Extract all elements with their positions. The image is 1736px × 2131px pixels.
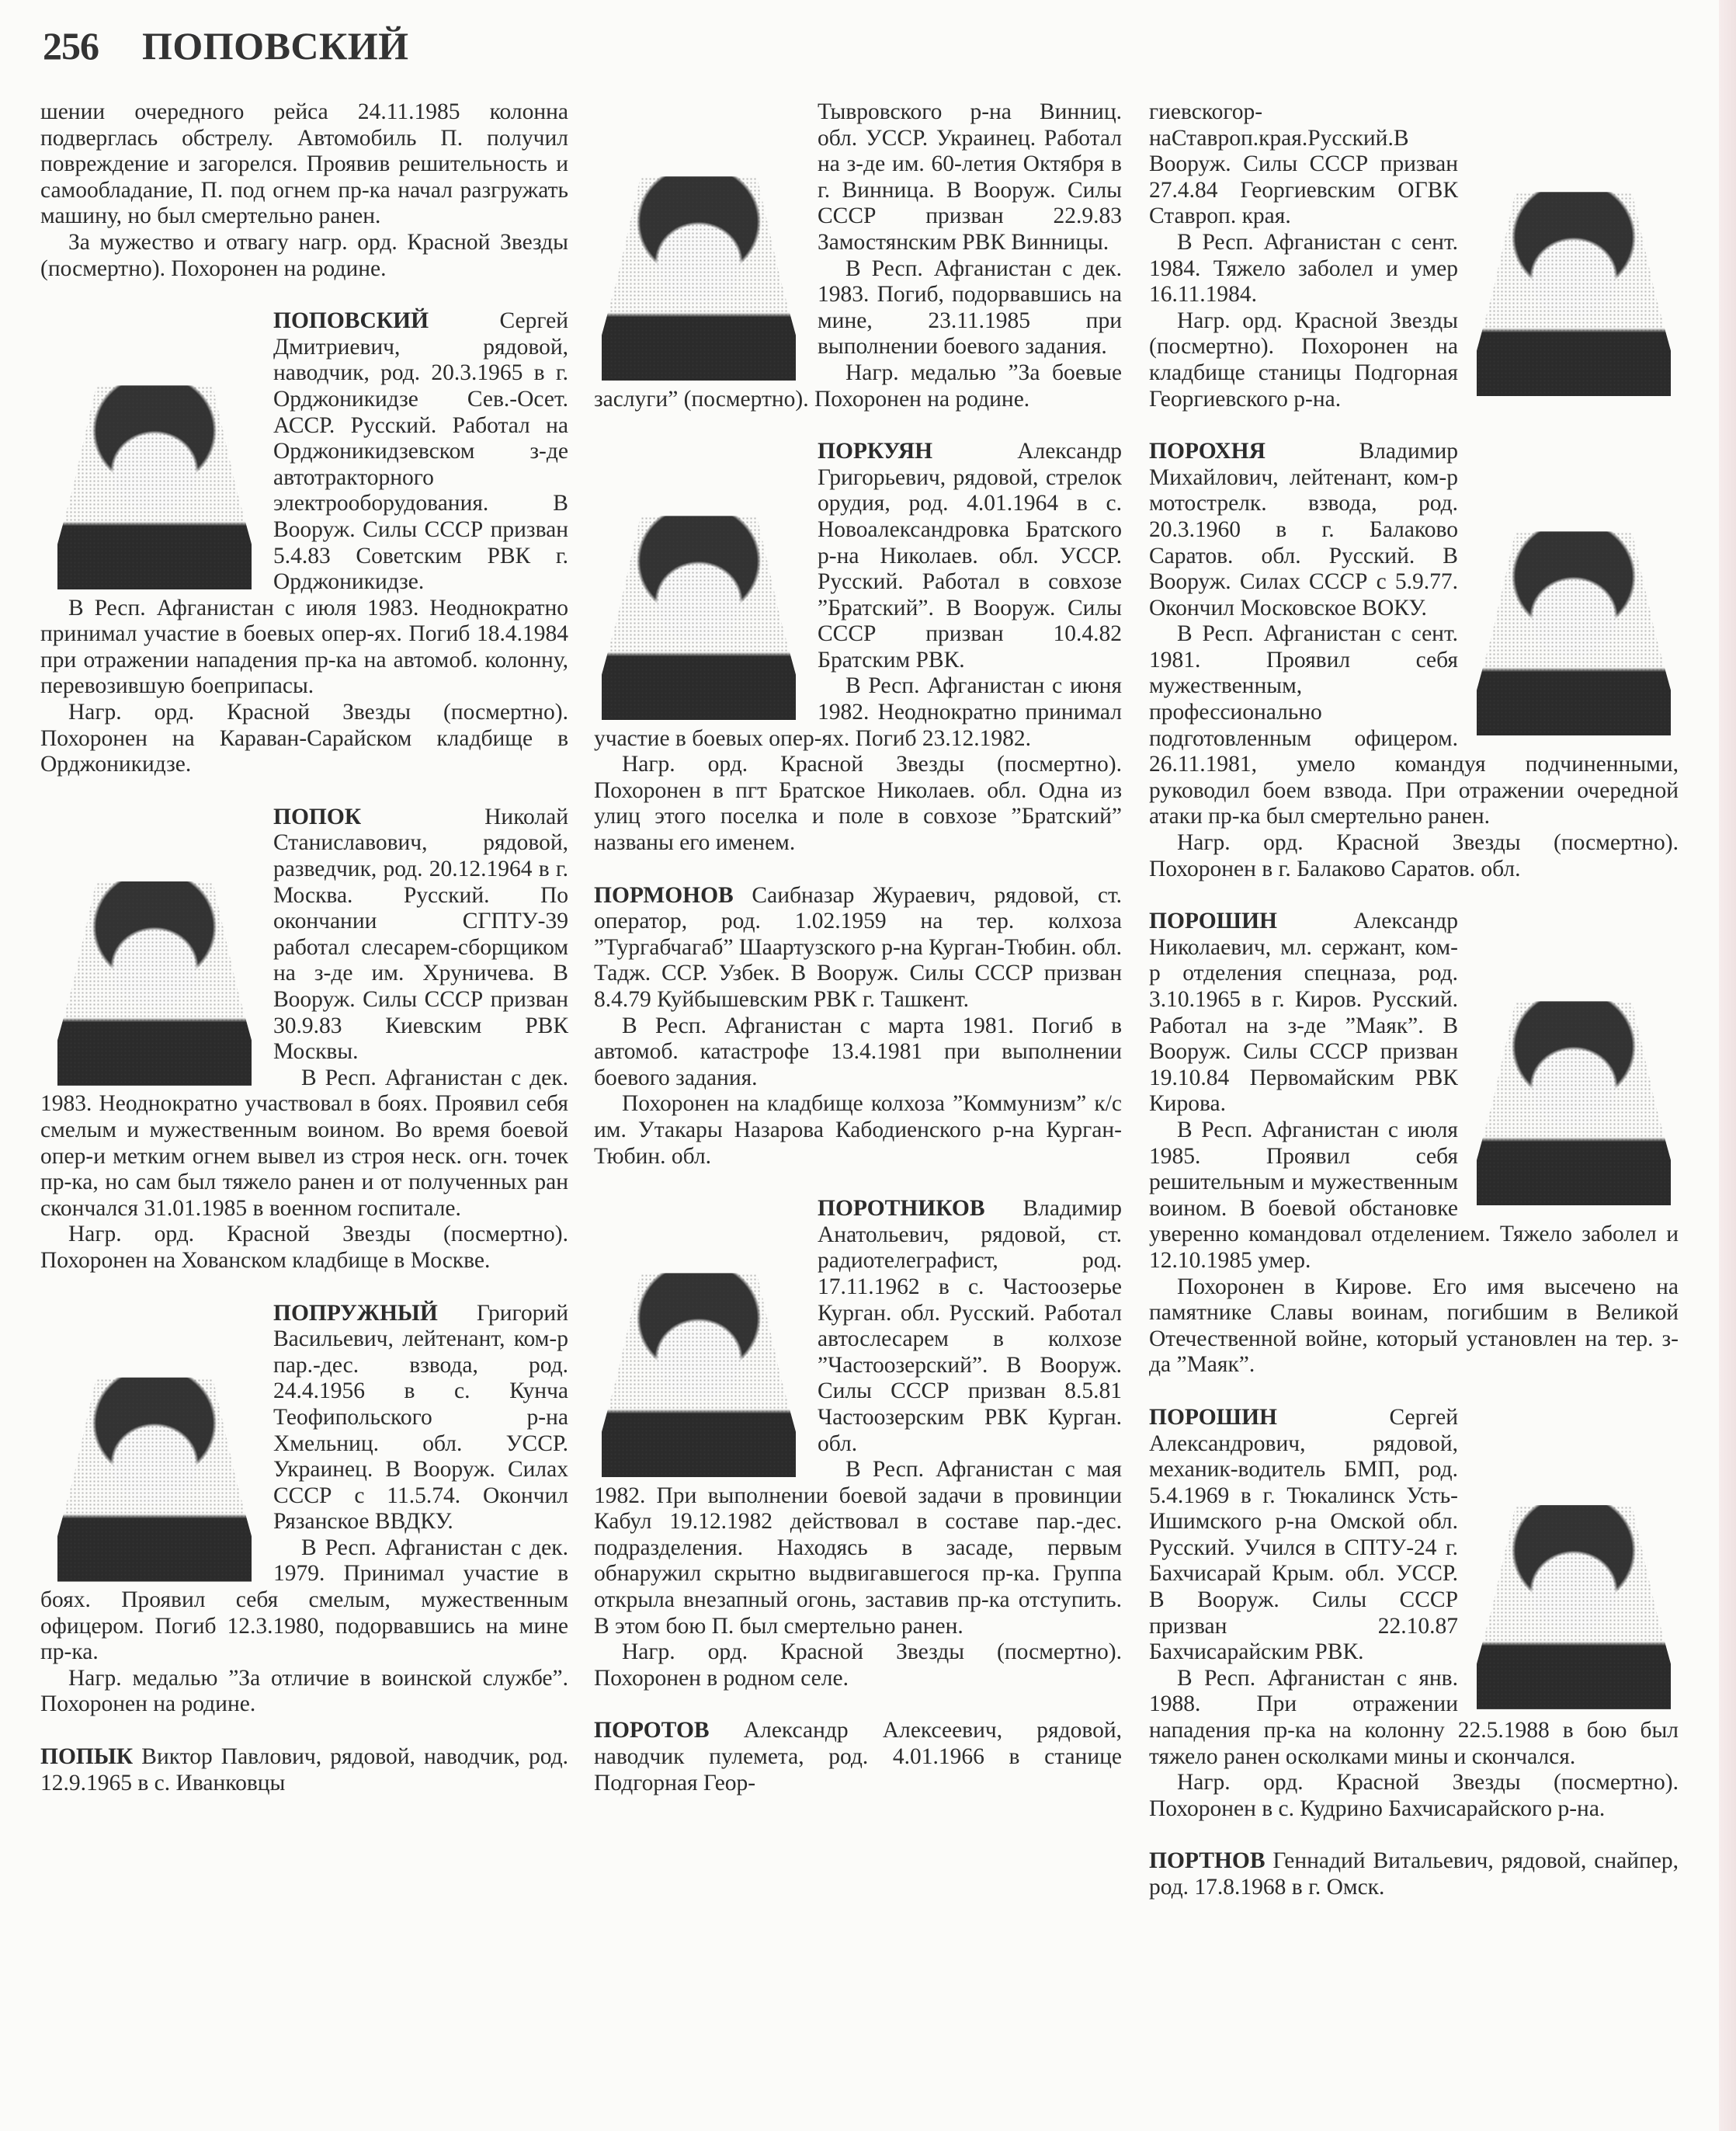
entry-paragraph: В Респ. Афганистан с сент. 1981. Проявил себя мужественным, профессионально подготовленным офицером. 26.11.1981, умело командуя подчиненными, руководил боем взвода. При отражении очередной атаки пр-ка был смертельно ранен. xyxy=(1149,621,1679,829)
entry-paragraph: В Респ. Афганистан с июня 1982. Неоднократно принимал участие в боевых опер-ях. Погиб 23.12.1982. xyxy=(594,673,1122,751)
entry-intro: Александр Алексеевич, рядовой, наводчик пулемета, род. 4.01.1966 в станице Подгорная Геор- xyxy=(594,1718,1122,1796)
entry-poroshin-alexander xyxy=(1149,909,1679,1378)
entry-surname: ПОПЫК xyxy=(40,1744,134,1770)
entry-porotov xyxy=(594,1718,1122,1796)
entry-paragraph: Похоронен в Кирове. Его имя высечено на памятнике Славы воинам, погибшим в Великой Отечественной войне, который установлен на тер. з-да ”Маяк”. xyxy=(1149,1274,1679,1378)
entry-paragraph: Нагр. орд. Красной Звезды (посмертно). Похоронен в с. Кудрино Бахчисарайского р-на. xyxy=(1149,1770,1679,1821)
entry-paragraph: В Респ. Афганистан с мая 1982. При выполнении боевой задачи в провинции Кабул 19.12.1982 действовал в составе пар.-дес. подразделения. Находясь в засаде, первым обнаружил скрытно выдвигавшегося пр-ка. Группа открыла внезапный огонь, заставив пр-ка отступить. В этом бою П. был смертельно ранен. xyxy=(594,1457,1122,1639)
entry-paragraph: Нагр. медалью ”За отличие в воинской службе”. Похоронен на родине. xyxy=(40,1665,568,1717)
entry-poroshin-sergey xyxy=(1149,1405,1679,1823)
entry-intro: Николай Станиславович, рядовой, разведчик, род. 20.12.1964 в г. Москва. Русский. По окончании СГПТУ-39 работал слесарем-сборщиком на з-де им. Хруничева. В Вооруж. Силы СССР призван 30.9.83 Киевским РВК Москвы. xyxy=(273,804,568,1065)
entry-intro: Григорий Васильевич, лейтенант, ком-р пар.-дес. взвода, род. 24.4.1956 в с. Кунча Теофипольского р-на Хмельниц. обл. УССР. Украинец. В Вооруж. Силах СССР с 11.5.74. Окончил Рязанское ВВДКУ. xyxy=(273,1300,568,1535)
entry-paragraph: В Респ. Афганистан с сент. 1984. Тяжело заболел и умер 16.11.1984. xyxy=(1149,229,1458,308)
entry-porotnikov xyxy=(594,1196,1122,1691)
entry-popyk xyxy=(40,1744,568,1796)
entry-pormonov xyxy=(594,883,1122,1170)
entry-intro: Саибназар Жураевич, рядовой, ст. оператор, род. 1.02.1959 на тер. колхоза ”Тургабчагаб” Шаартузского р-на Курган-Тюбин. обл. Тадж. ССР. Узбек. В Вооруж. Силы СССР призван 8.4.79 Куйбышевским РВК г. Ташкент. xyxy=(594,882,1122,1012)
entry-surname: ПОРОХНЯ xyxy=(1149,439,1266,464)
entry-intro: Владимир Михайлович, лейтенант, ком-р мотострелк. взвода, род. 20.3.1960 в г. Балаково Саратов. обл. Русский. В Вооруж. Силах СССР с 5.9.77. Окончил Московское ВОКУ. xyxy=(1149,439,1458,621)
entry-paragraph: Нагр. орд. Красной Звезды (посмертно). Похоронен на Хованском кладбище в Москве. xyxy=(40,1222,568,1273)
entry-intro: Сергей Дмитриевич, рядовой, наводчик, род. 20.3.1965 в г. Орджоникидзе Сев.-Осет. АССР. Русский. Работал на Орджоникидзевском з-де автотракторного электрооборудования. В Вооруж. Силы СССР призван 5.4.83 Советским РВК г. Орджоникидзе. xyxy=(273,308,568,595)
entry-paragraph: Нагр. орд. Красной Звезды (посмертно). Похоронен в родном селе. xyxy=(594,1639,1122,1691)
entry-intro: Сергей Александрович, рядовой, механик-водитель БМП, род. 5.4.1969 в г. Тюкалинск Усть-Ишимского р-на Омской обл. Русский. Учился в СПТУ-24 г. Бахчисарай Крым. обл. УССР. В Вооруж. Силы СССР призван 22.10.87 Бахчисарайским РВК. xyxy=(1149,1404,1458,1665)
running-head: ПОПОВСКИЙ xyxy=(142,24,409,68)
entry-surname: ПОРОТОВ xyxy=(594,1718,710,1743)
entry-popruzhny xyxy=(40,1301,568,1719)
entry-paragraph: В Респ. Афганистан с дек. 1979. Принимал участие в боях. Проявил себя смелым, мужественным офицером. Погиб 12.3.1980, подорвавшись на мине пр-ка. xyxy=(40,1535,568,1665)
entry-paragraph: Нагр. орд. Красной Звезды (посмертно). Похоронен в пгт Братское Николаев. обл. Одна из улиц этого поселка и поле в совхозе ”Братский” названы его именем. xyxy=(594,752,1122,856)
entry-surname: ПОРОШИН xyxy=(1149,909,1277,934)
entry-popovsky xyxy=(40,308,568,778)
entry-paragraph: Нагр. орд. Красной Звезды (посмертно). Похоронен на Караван-Сарайском кладбище в Орджоникидзе. xyxy=(40,700,568,777)
entry-paragraph: В Респ. Афганистан с июля 1985. Проявил себя решительным и мужественным воином. В боевой обстановке уверенно командовал отделением. Тяжело заболел и 12.10.1985 умер. xyxy=(1149,1117,1679,1273)
page-header xyxy=(43,23,409,78)
entry-intro: Тывровского р-на Винниц. обл. УССР. Украинец. Работал на з-де им. 60-летия Октября в г. Винница. В Вооруж. Силы СССР призван 22.9.83 Замостянским РВК Винницы. xyxy=(818,99,1122,255)
entry-paragraph: Нагр. медалью ”За боевые заслуги” (посмертно). Похоронен на родине. xyxy=(594,360,1122,412)
entry-surname: ПОПРУЖНЫЙ xyxy=(273,1300,438,1326)
entry-paragraph: За мужество и отвагу нагр. орд. Красной Звезды (посмертно). Похоронен на родине. xyxy=(40,229,568,281)
entry-porokhnya xyxy=(1149,439,1679,882)
entry-surname: ПОРКУЯН xyxy=(818,439,933,464)
column-3 xyxy=(1149,99,1679,1928)
entry-intro: Александр Григорьевич, рядовой, стрелок орудия, род. 4.01.1964 в с. Новоалександровка Братского р-на Николаев. обл. УССР. Русский. Работал в совхозе ”Братский”. В Вооруж. Силы СССР призван 10.4.82 Братским РВК. xyxy=(818,439,1122,673)
entry-portnov xyxy=(1149,1848,1679,1900)
entry-surname: ПОРМОНОВ xyxy=(594,882,734,908)
page-number: 256 xyxy=(43,24,99,68)
entry-continued xyxy=(40,99,568,282)
entry-paragraph: шении очередного рейса 24.11.1985 колонна подверглась обстрелу. Автомобиль П. получил повреждение и загорелся. Проявив решительность и самообладание, П. под огнем пр-ка начал разгружать машину, но был смертельно ранен. xyxy=(40,99,568,229)
entry-paragraph: Похоронен на кладбище колхоза ”Коммунизм” к/с им. Утакары Назарова Кабодиенского р-на Курган-Тюбин. обл. xyxy=(594,1091,1122,1169)
entry-surname: ПОРТНОВ xyxy=(1149,1848,1266,1874)
entry-surname: ПОРОТНИКОВ xyxy=(818,1196,985,1222)
entry-intro: Виктор Павлович, рядовой, наводчик, род. 12.9.1965 в с. Иванковцы xyxy=(40,1744,568,1796)
entry-paragraph: В Респ. Афганистан с дек. 1983. Погиб, подорвавшись на мине, 23.11.1985 при выполнении боевого задания. xyxy=(818,256,1122,360)
entry-paragraph: Нагр. орд. Красной Звезды (посмертно). Похоронен на кладбище станицы Подгорная Георгиевского р-на. xyxy=(1149,308,1458,412)
entry-paragraph: В Респ. Афганистан с марта 1981. Погиб в автомоб. катастрофе 13.4.1981 при выполнении боевого задания. xyxy=(594,1013,1122,1090)
entry-surname: ПОПОК xyxy=(273,804,362,829)
entry-intro: Владимир Анатольевич, рядовой, ст. радиотелеграфист, род. 17.11.1962 в с. Частоозерье Курган. обл. Русский. Работал автослесарем в колхозе ”Частоозерский”. В Вооруж. Силы СССР призван 8.5.81 Частоозерским РВК Курган. обл. xyxy=(818,1196,1122,1456)
entry-paragraph: Нагр. орд. Красной Звезды (посмертно). Похоронен в г. Балаково Саратов. обл. xyxy=(1149,830,1679,881)
entry-continued xyxy=(1149,99,1679,412)
entry-intro: Геннадий Витальевич, рядовой, снайпер, род. 17.8.1968 в г. Омск. xyxy=(1149,1848,1679,1900)
entry-intro: Александр Николаевич, мл. сержант, ком-р отделения спецназа, род. 3.10.1965 в г. Киров. Русский. Работал на з-де ”Маяк”. В Вооруж. Силы СССР призван 19.10.84 Первомайским РВК Кирова. xyxy=(1149,909,1458,1117)
entry-porkuyan xyxy=(594,439,1122,857)
entry-intro: гиевскогор-наСтавроп.края.Русский.В Вооруж. Силы СССР призван 27.4.84 Георгиевским ОГВК Ставроп. края. xyxy=(1149,99,1458,229)
entry-paragraph: В Респ. Афганистан с дек. 1983. Неоднократно участвовал в боях. Проявил себя смелым и мужественным воином. Во время боевой опер-и метким огнем вывел из строя неск. огн. точек пр-ка, но сам был тяжело ранен и от полученных ран скончался 31.01.1985 в военном госпитале. xyxy=(40,1065,568,1221)
entry-continued xyxy=(594,99,1122,412)
entry-paragraph: В Респ. Афганистан с янв. 1988. При отражении нападения пр-ка на колонну 22.5.1988 в бою был тяжело ранен осколками мины и скончался. xyxy=(1149,1665,1679,1769)
entry-surname: ПОПОВСКИЙ xyxy=(273,308,429,334)
entry-surname: ПОРОШИН xyxy=(1149,1404,1277,1430)
column-1 xyxy=(40,99,568,1823)
column-2 xyxy=(594,99,1122,1823)
page-edge xyxy=(1719,0,1736,2131)
entry-paragraph: В Респ. Афганистан с июля 1983. Неоднократно принимал участие в боевых опер-ях. Погиб 18.4.1984 при отражении нападения пр-ка на автомоб. колонну, перевозившую боеприпасы. xyxy=(40,595,568,699)
entry-popok xyxy=(40,805,568,1274)
